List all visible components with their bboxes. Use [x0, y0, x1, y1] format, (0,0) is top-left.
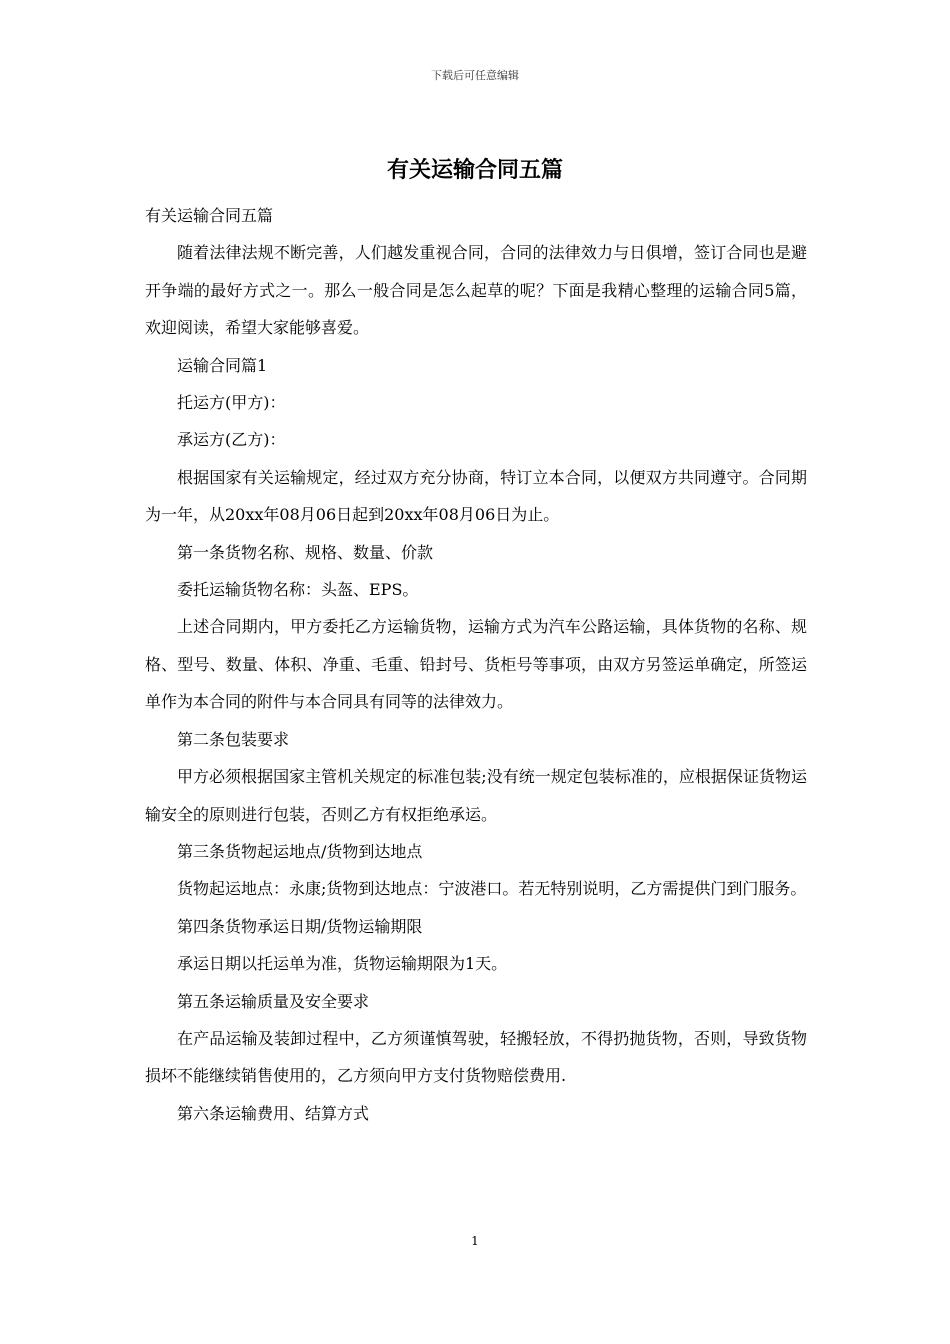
- paragraph-article-4-heading: 第四条货物承运日期/货物运输期限: [177, 916, 423, 936]
- paragraph-goods-name: 委托运输货物名称：头盔、EPS。: [177, 580, 419, 600]
- paragraph-article-2-heading: 第二条包装要求: [177, 729, 290, 749]
- header-note: 下载后可任意编辑: [431, 69, 519, 82]
- paragraph-locations: 货物起运地点：永康;货物到达地点：宁波港口。若无特别说明，乙方需提供门到门服务。: [177, 879, 807, 899]
- paragraph-article-5-heading: 第五条运输质量及安全要求: [177, 991, 370, 1011]
- paragraph-safety: 在产品运输及装卸过程中，乙方须谨慎驾驶，轻搬轻放，不得扔抛货物，否则，导致货物损坏不能继续销售使用的，乙方须向甲方支付货物赔偿费用.: [145, 1028, 807, 1086]
- paragraph-intro: 随着法律法规不断完善，人们越发重视合同，合同的法律效力与日俱增，签订合同也是避开争端的最好方式之一。那么一般合同是怎么起草的呢？下面是我精心整理的运输合同5篇，欢迎阅读，希望大家能够喜爱。: [145, 243, 807, 338]
- paragraph-article-6-heading: 第六条运输费用、结算方式: [177, 1103, 370, 1123]
- document-title: 有关运输合同五篇: [386, 157, 563, 183]
- page-number: 1: [471, 1234, 479, 1248]
- document-body: [145, 197, 807, 1132]
- paragraph-subtitle: 有关运输合同五篇: [145, 206, 274, 225]
- paragraph-article-3-heading: 第三条货物起运地点/货物到达地点: [177, 841, 423, 861]
- paragraph-dates: 承运日期以托运单为准，货物运输期限为1天。: [177, 954, 508, 974]
- paragraph-packaging: 甲方必须根据国家主管机关规定的标准包装;没有统一规定包装标准的，应根据保证货物运输安全的原则进行包装，否则乙方有权拒绝承运。: [145, 767, 807, 824]
- paragraph-preamble: 根据国家有关运输规定，经过双方充分协商，特订立本合同，以便双方共同遵守。合同期为一年，从20xx年08月06日起到20xx年08月06日为止。: [145, 467, 807, 525]
- paragraph-shipper: 托运方(甲方)：: [177, 393, 286, 413]
- paragraph-article-1-heading: 第一条货物名称、规格、数量、价款: [177, 542, 434, 562]
- paragraph-carrier: 承运方(乙方)：: [177, 430, 286, 450]
- paragraph-goods-details: 上述合同期内，甲方委托乙方运输货物，运输方式为汽车公路运输，具体货物的名称、规格、型号、数量、体积、净重、毛重、铅封号、货柜号等事项，由双方另签运单确定，所签运单作为本合同的附件与本合同具有同等的法律效力。: [145, 617, 807, 712]
- paragraph-section-heading: 运输合同篇1: [177, 355, 268, 375]
